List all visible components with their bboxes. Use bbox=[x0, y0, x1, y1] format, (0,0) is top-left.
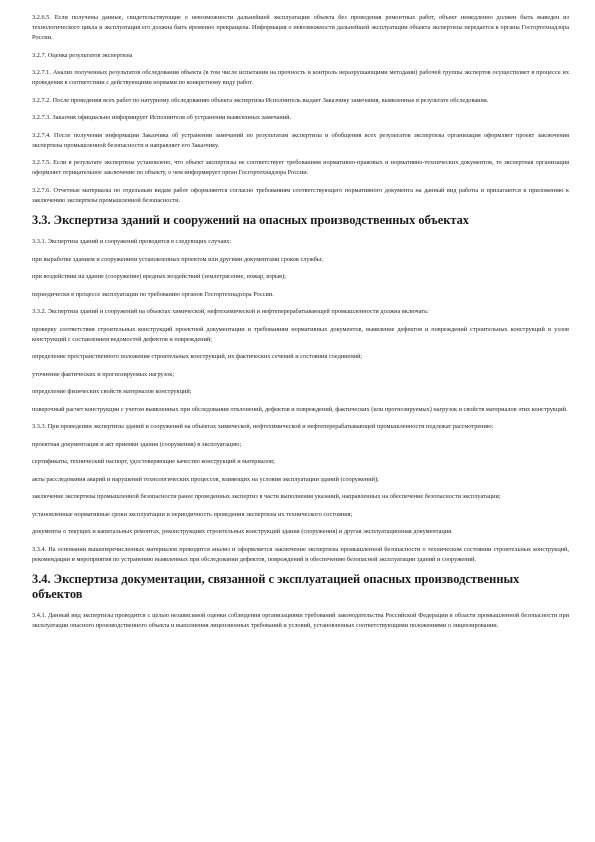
list-item: определение пространственного положения строительных конструкций, их фактических сечений и состояния соединений; bbox=[32, 353, 363, 360]
list-item: определение физических свойств материалов конструкций; bbox=[32, 388, 192, 395]
list-item: сертификаты, технический паспорт, удостоверяющие качество конструкций и материалов; bbox=[32, 458, 275, 465]
paragraph-3-3-2: 3.3.2. Экспертиза зданий и сооружений на объектах химической, нефтехимической и нефтеперерабатывающей промышленности должна включать: bbox=[32, 308, 429, 315]
list-item: заключение экспертизы промышленной безопасности ранее проведенных экспертиз в части выполнения указаний, направленных на обеспечение безопасности эксплуатации; bbox=[32, 493, 501, 500]
list-item: проверку соответствия строительных конструкций проектной документации и требованиям нормативных документов, выявление дефектов и повреждений строительных конструкций и узлов конструкций с составлением ведомостей дефектов и повреждений; bbox=[32, 325, 569, 343]
list-item: уточнение фактических и прогнозируемых нагрузок; bbox=[32, 370, 175, 378]
paragraph-3-2-7-3: 3.2.7.3. Заказчик официально информирует Исполнителя об устранении выявленных замечаний. bbox=[32, 114, 292, 121]
paragraph-3-2-7-6: 3.2.7.6. Отчетные материалы по отдельным видам работ оформляются согласно требованиям соответствующего нормативного документа на данный вид работы и прилагаются к приложению к заключению экспертизы промышленной безопасности. bbox=[32, 186, 569, 204]
paragraph-3-2-7-title: 3.2.7. Оценка результатов экспертизы bbox=[32, 51, 133, 59]
list-item: акты расследования аварий и нарушений технологических процессов, влияющих на условия эксплуатации зданий (сооружений); bbox=[32, 475, 379, 483]
list-item: при воздействии на здание (сооружение) вредных воздействий (землетрясение, пожар, взрыв); bbox=[32, 273, 286, 280]
paragraph-3-2-7-5: 3.2.7.5. Если в результате экспертизы установлено, что объект экспертизы не соответствует требованиям нормативно-правовых и нормативно-технических документов, то экспертная организация оформляет отрицательное заключение по объекту, о чем информирует орган Госгортехнадзора России. bbox=[32, 159, 569, 176]
paragraph-3-3-1: 3.3.1. Экспертиза зданий и сооружений проводится в следующих случаях: bbox=[32, 238, 232, 245]
section-heading-3-4: 3.4. Экспертиза документации, связанной с эксплуатацией опасных производственных объектов bbox=[32, 572, 520, 601]
list-item: документы о текущих и капитальных ремонтах, реконструкциях строительных конструкций здания (сооружения) и другая эксплуатационная документация. bbox=[32, 528, 453, 535]
paragraph-3-3-3: 3.3.3. При проведении экспертизы зданий и сооружений на объектах химической, нефтехимической и нефтеперерабатывающей промышленности подлежат рассмотрению: bbox=[32, 423, 494, 430]
paragraph-3-4-1: 3.4.1. Данный вид экспертизы проводится с целью независимой оценки соблюдения организациями требований законодательства Российской Федерации в области промышленной безопасности при эксплуатации опасного производственного объекта и выполнения лицензионных требований и условий, установленных соответствующими положениями о лицензировании. bbox=[32, 612, 569, 629]
paragraph-3-2-6-5: 3.2.6.5. Если получены данные, свидетельствующие о невозможности дальнейшей эксплуатации объекта без проведения ремонтных работ, объект немедленно должен быть выведен из технологического цикла и эксплуатация его должна быть временно прекращена. Информация о невозможности дальнейшей эксплуатации объекта экспертизы передается в органы Госгортехнадзора России. bbox=[32, 14, 569, 41]
list-item: поверочный расчет конструкции с учетом выявленных при обследовании отклонений, дефектов и повреждений, фактических (или прогнозируемых) нагрузок и свойств материалов этих конструкций. bbox=[32, 405, 568, 413]
section-heading-3-3: 3.3. Экспертиза зданий и сооружений на опасных производственных объектах bbox=[32, 213, 469, 227]
paragraph-3-2-7-2: 3.2.7.2. После проведения всех работ по натурному обследованию объекта экспертизы Исполнитель выдает Заказчику замечания, выявленные в результате обследования. bbox=[32, 96, 489, 104]
paragraph-3-2-7-4: 3.2.7.4. После получения информации Заказчика об устранении замечаний по результатам экспертизы и обобщения всех результатов экспертизы организация оформляет проект заключения экспертизы промышленной безопасности и направляет его Заказчику. bbox=[32, 131, 569, 149]
list-item: установленные нормативные сроки эксплуатации и периодичность проведения экспертизы их технического состояния; bbox=[32, 510, 353, 518]
list-item: периодически в процессе эксплуатации по требованию органов Госгортехнадзора России. bbox=[32, 290, 274, 298]
paragraph-3-2-7-1: 3.2.7.1. Анализ полученных результатов обследования объекта (в том числе испытания на прочность и контроль неразрушающими методами) рабочей группы экспертов осуществляет в процессе их проведения в соответствии с действующими нормами по конкретному виду работ. bbox=[32, 69, 569, 86]
list-item: проектная документация и акт приемки здания (сооружения) в эксплуатацию; bbox=[32, 440, 242, 448]
list-item: при выработке зданием и сооружением установленных проектом или другими документами сроков службы; bbox=[32, 255, 323, 263]
paragraph-3-3-4: 3.3.4. На основании вышеперечисленных материалов проводится анализ и оформляется заключение экспертизы промышленной безопасности о техническом состоянии строительных конструкций, рекомендации и мероприятия по устранению выявленных при обследовании дефектов, повреждений и обеспечению безопасной эксплуатации зданий и сооружений. bbox=[32, 545, 569, 563]
